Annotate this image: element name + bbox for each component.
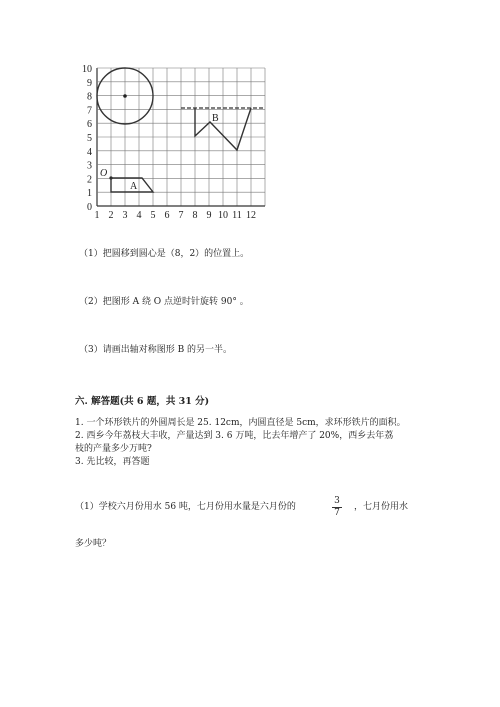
y-tick-label: 8 <box>87 91 92 103</box>
x-tick-label: 1 <box>94 210 100 221</box>
y-tick-label: 4 <box>87 146 92 158</box>
grid-lines <box>97 68 265 206</box>
x-tick-label: 3 <box>122 210 128 221</box>
y-axis-tick-labels <box>82 64 92 213</box>
coordinate-grid-figure <box>70 58 275 223</box>
fraction-denominator: 7 <box>334 508 340 518</box>
x-tick-label: 8 <box>192 210 198 221</box>
subquestion-1-text-after: ，七月份用水 <box>354 502 409 512</box>
x-tick-label: 6 <box>164 210 170 221</box>
y-tick-label: 2 <box>87 174 92 186</box>
y-tick-label: 1 <box>87 188 92 200</box>
y-tick-label: 6 <box>87 119 92 131</box>
x-tick-label: 11 <box>232 210 242 221</box>
x-tick-label: 7 <box>178 210 184 221</box>
y-tick-label: 7 <box>87 105 92 117</box>
subquestion-1-continuation: 多少吨？ <box>75 539 112 549</box>
y-tick-label: 5 <box>87 133 92 144</box>
y-tick-label: 9 <box>87 77 92 89</box>
shape-a-label: A <box>130 181 138 192</box>
x-tick-label: 10 <box>218 210 228 221</box>
x-tick-label: 9 <box>206 210 212 221</box>
problem-2-line-1: 2. 西乡今年荔枝大丰收，产量达到 3. 6 万吨，比去年增产了 20%，西乡去年荔 <box>75 431 394 441</box>
problem-2-line-2: 枝的产量多少万吨? <box>75 444 152 454</box>
x-tick-label: 5 <box>150 210 156 221</box>
x-tick-label: 12 <box>246 210 256 221</box>
subquestion-1-text: （1）学校六月份用水 56 吨，七月份用水量是六月份的 <box>75 502 296 512</box>
section-6-title: 六. 解答题(共 6 题，共 31 分) <box>75 396 210 407</box>
y-tick-label: 10 <box>82 64 92 75</box>
question-2: （2）把图形 A 绕 O 点逆时针旋转 90° 。 <box>79 297 249 307</box>
fraction-numerator: 3 <box>334 496 340 506</box>
question-3: （3）请画出轴对称图形 B 的另一半。 <box>79 345 233 355</box>
y-tick-label: 0 <box>87 202 92 213</box>
y-tick-label: 3 <box>87 160 92 172</box>
origin-label: O <box>100 168 108 179</box>
problem-1: 1. 一个环形铁片的外圆周长是 25. 12cm，内圆直径是 5cm，求环形铁片的面积。 <box>75 418 406 428</box>
shape-b-label: B <box>212 113 219 124</box>
x-tick-label: 4 <box>136 210 142 221</box>
x-tick-label: 2 <box>108 210 114 221</box>
x-axis-tick-labels <box>95 210 257 221</box>
circle-center-dot <box>123 94 127 98</box>
problem-3: 3. 先比较，再答题 <box>75 457 150 467</box>
question-1: （1）把圆移到圆心是（8，2）的位置上。 <box>79 249 250 259</box>
